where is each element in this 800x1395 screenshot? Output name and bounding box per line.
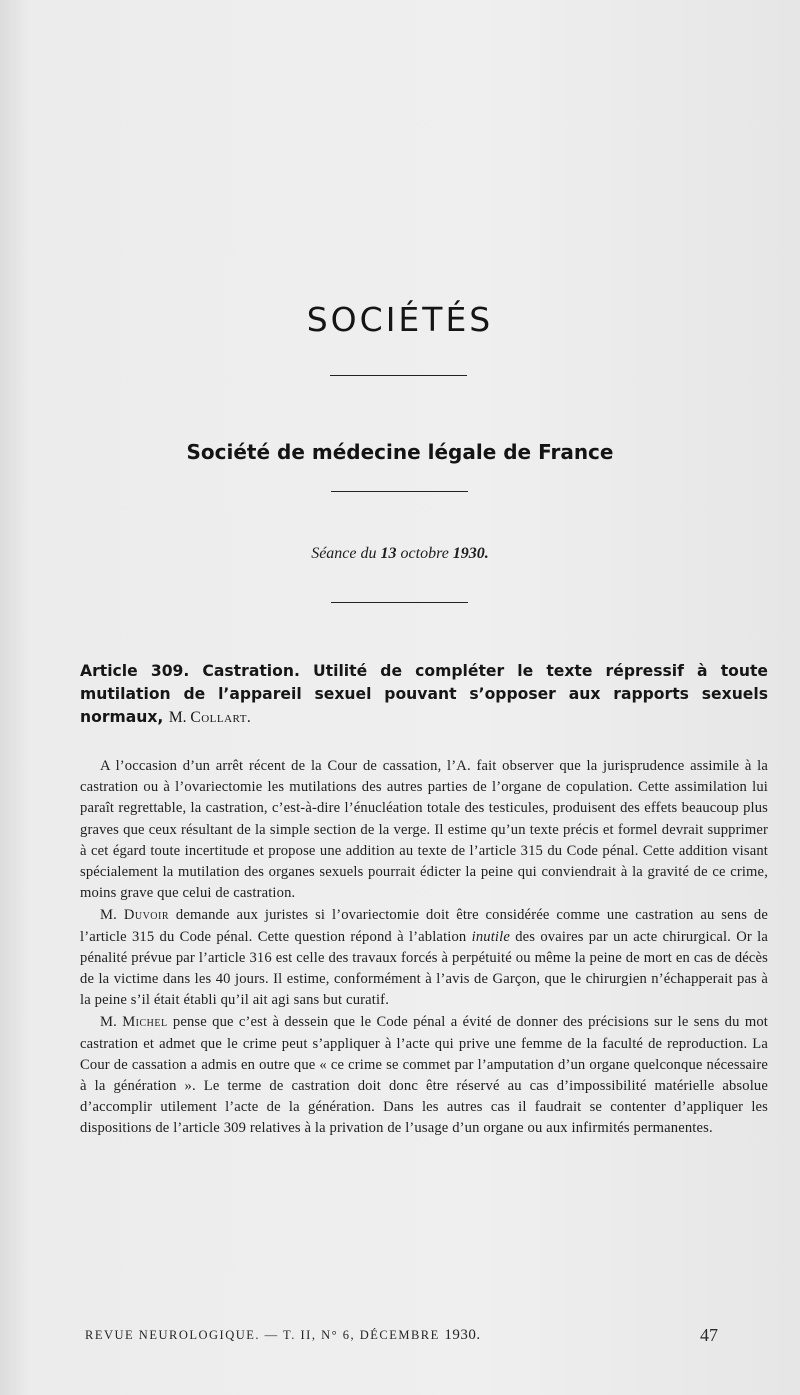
journal-citation: REVUE NEUROLOGIQUE. — T. II, N° 6, DÉCEMBRE: [85, 1328, 440, 1342]
speaker-name: Michel: [122, 1014, 168, 1031]
running-footer: [85, 1327, 735, 1344]
paragraph-michel: [80, 1012, 768, 1139]
session-prefix: Séance du: [311, 545, 377, 562]
title-divider: [330, 375, 467, 376]
session-date: [0, 545, 800, 563]
author-prefix: M.: [168, 709, 187, 726]
section-title: SOCIÉTÉS: [306, 300, 494, 339]
author-name: Collart.: [190, 709, 252, 726]
session-divider: [331, 602, 468, 603]
journal-year: 1930.: [444, 1327, 481, 1343]
session-day: 13: [380, 545, 397, 562]
society-name: Société de médecine légale de France: [186, 440, 614, 464]
paragraph-collart: A l’occasion d’un arrêt récent de la Cour de cassation, l’A. fait observer que la jurisprudence assimile à la castration ou à l’ovariectomie les mutilations des autres parties de l’organe de copulation. Cette assimilation lui paraît regrettable, la castration, c’est-à-dire l’énucléation totale des testicules, produisent des effets beaucoup plus graves que ceux résultant de la simple section de la verge. Il estime qu’un texte précis et formel devrait supprimer à cet égard toute incertitude et propose une addition au texte de l’article 315 du Code pénal. Cette addition visant spécialement la mutilation des organes sexuels pourrait édicter la peine qui conviendrait à la gravité de ce crime, moins grave que celui de castration.: [80, 758, 768, 902]
paragraph-duvoir: [80, 905, 768, 1011]
article-author: [169, 709, 251, 726]
session-year: 1930.: [452, 545, 489, 562]
italic-emphasis: inutile: [471, 928, 510, 945]
speaker-name: Duvoir: [123, 907, 170, 924]
society-divider: [331, 491, 468, 492]
speaker-prefix: M.: [100, 907, 117, 924]
paragraph-text: demande aux juristes si l’ovariectomie doit être considérée comme une castration au sens de l’article 315 du Code pénal. Cette question répond à l’ablation: [80, 907, 768, 945]
article-body: [80, 756, 768, 1140]
article-heading: [80, 660, 768, 729]
page-number: 47: [700, 1325, 718, 1345]
paragraph-text: des ovaires par un acte chirurgical. Or la pénalité prévue par l’article 316 est celle des travaux forcés à perpétuité ou même la peine de mort en cas de décès de la victime dans les 40 jours. Il estime, conformément à l’avis de Garçon, que le chirurgien n’échapperait pas à la peine s’il était établi qu’il ait agi sans but curatif.: [80, 928, 768, 1009]
paragraph-text: pense que c’est à dessein que le Code pénal a évité de donner des précisions sur le sens du mot castration et admet que le crime peut s’appliquer à l’acte qui prive une femme de la faculté de reproduction. La Cour de cassation a admis en outre que « ce crime se commet par l’amputation d’un organe quelconque nécessaire à la génération ». Le terme de castration doit donc être réservé au cas d’impossibilité matérielle absolue d’accomplir utilement l’acte de la génération. Dans les autres cas il faudrait se contenter d’appliquer les dispositions de l’article 309 relatives à la privation de l’usage d’un organe ou aux infirmités permanentes.: [80, 1014, 768, 1137]
session-month: octobre: [400, 545, 449, 562]
speaker-prefix: M.: [100, 1014, 117, 1031]
article-title: Article 309. Castration. Utilité de compléter le texte répressif à toute mutilation de l’appareil sexuel pouvant s’opposer aux rapports sexuels normaux,: [80, 662, 768, 726]
